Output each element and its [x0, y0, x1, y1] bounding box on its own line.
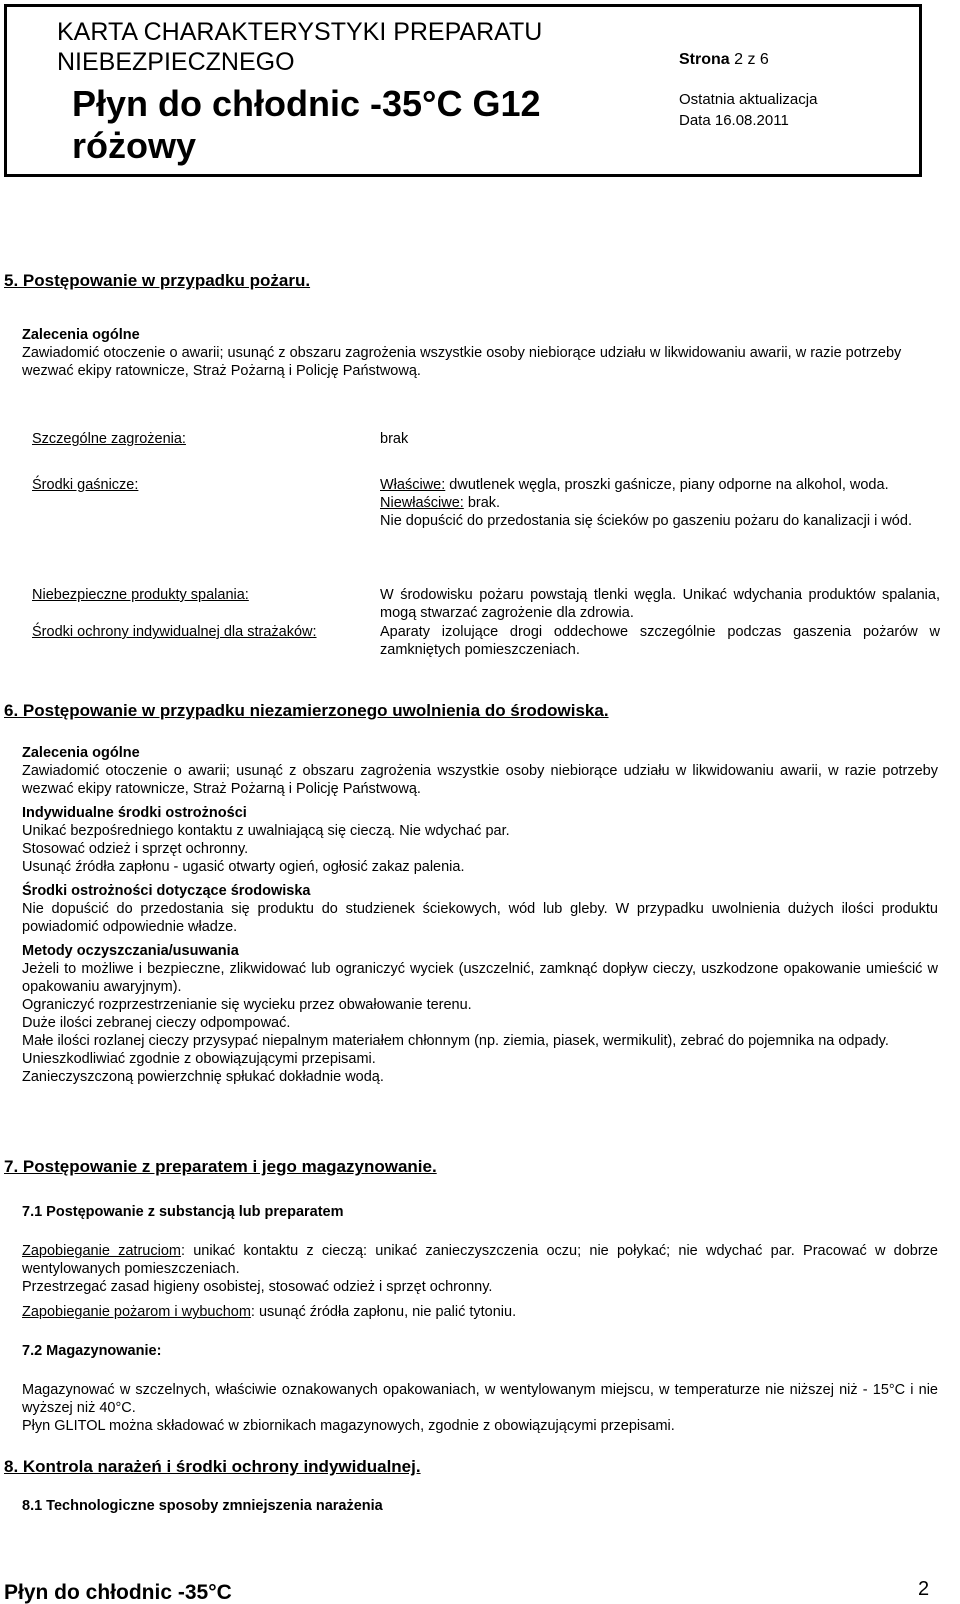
footer-page-number: 2: [918, 1578, 930, 1600]
s6-cleanup-line: Małe ilości rozlanej cieczy przysypać niepalnym materiałem chłonnym (np. ziemia, piasek, wermikulit), zebrać do pojemnika na odpady.: [22, 1033, 889, 1049]
hazards-label: Szczególne zagrożenia:: [32, 431, 186, 447]
s7-storage: [22, 1381, 938, 1435]
section-6-heading: 6. Postępowanie w przypadku niezamierzonego uwolnienia do środowiska.: [4, 701, 609, 720]
s6-personal-title: Indywidualne środki ostrożności: [22, 805, 247, 821]
fire-label: Zapobieganie pożarom i wybuchom: [22, 1304, 251, 1320]
section-7-heading: 7. Postępowanie z preparatem i jego magazynowanie.: [4, 1157, 437, 1176]
s6-personal-line: Stosować odzież i sprzęt ochronny.: [22, 841, 249, 857]
page-label: Strona: [679, 51, 730, 68]
product-name-line1: Płyn do chłodnic -35°C G12: [72, 83, 541, 124]
s7-contamination: [22, 1242, 938, 1321]
s6-cleanup-title: Metody oczyszczania/usuwania: [22, 943, 239, 959]
doc-title-line1: KARTA CHARAKTERYSTYKI PREPARATU: [57, 18, 543, 46]
media-unsuitable-value: brak.: [463, 495, 501, 511]
s6-cleanup-line: Ograniczyć rozprzestrzenianie się wycieku przez obwałowanie terenu.: [22, 997, 472, 1013]
fire-text: : usunąć źródła zapłonu, nie palić tytoniu.: [250, 1304, 517, 1320]
update-label: Ostatnia aktualizacja: [679, 91, 818, 108]
s6-general-text: Zawiadomić otoczenie o awarii; usunąć z obszaru zagrożenia wszystkie osoby niebiorące udziału w likwidowaniu awarii, w razie potrzeby wezwać ekipy ratownicze, Straż Pożarną i Policję Państwową.: [22, 763, 938, 797]
ppe-label: Środki ochrony indywidualnej dla strażaków:: [32, 624, 317, 640]
s6-content: [22, 744, 938, 1086]
section-5-heading: 5. Postępowanie w przypadku pożaru.: [4, 271, 311, 290]
s8-sub1-title: 8.1 Technologiczne sposoby zmniejszenia narażenia: [22, 1498, 383, 1514]
s6-cleanup-line: Duże ilości zebranej cieczy odpompować.: [22, 1015, 291, 1031]
s7-sub1-title: 7.1 Postępowanie z substancją lub preparatem: [22, 1204, 344, 1220]
combustion-label: Niebezpieczne produkty spalania:: [32, 587, 249, 603]
s6-personal-line: Unikać bezpośredniego kontaktu z uwalniającą się cieczą. Nie wdychać par.: [22, 823, 510, 839]
page-value: 2 z 6: [734, 51, 769, 68]
doc-title-line2: NIEBEZPIECZNEGO: [57, 48, 295, 76]
media-note: Nie dopuścić do przedostania się ścieków po gaszeniu pożaru do kanalizacji i wód.: [380, 513, 912, 529]
media-value: [380, 476, 940, 530]
section-8-heading: 8. Kontrola narażeń i środki ochrony indywidualnej.: [4, 1457, 421, 1476]
s5-general-text: Zawiadomić otoczenie o awarii; usunąć z obszaru zagrożenia wszystkie osoby niebiorące udziału w likwidowaniu awarii, w razie potrzeby wezwać ekipy ratownicze, Straż Pożarną i Policję Państwową.: [22, 345, 902, 379]
page-indicator: [679, 51, 769, 69]
product-name-line2: różowy: [72, 125, 197, 166]
storage-text: Magazynować w szczelnych, właściwie oznakowanych opakowaniach, w wentylowanym miejscu, w temperaturze nie niższej niż - 15°C i nie wyższej niż 40°C.: [22, 1382, 938, 1416]
combustion-value: W środowisku pożaru powstają tlenki węgla. Unikać wdychania produktów spalania, mogą stwarzać zagrożenie dla zdrowia.: [380, 587, 940, 621]
storage-text2: Płyn GLITOL można składować w zbiornikach magazynowych, zgodnie z obowiązującymi przepisami.: [22, 1418, 675, 1434]
s7-sub2-title: 7.2 Magazynowanie:: [22, 1343, 162, 1359]
update-date: Data 16.08.2011: [679, 112, 789, 129]
s5-general: [22, 326, 938, 380]
hazards-value: brak: [380, 431, 409, 447]
s6-general-title: Zalecenia ogólne: [22, 745, 140, 761]
contamination-text: : unikać kontaktu z cieczą: unikać zanieczyszczenia oczu; nie połykać; nie wdychać par. Pracować w dobrze wentylowanych pomieszczeniach.: [22, 1243, 938, 1277]
media-unsuitable-label: Niewłaściwe:: [380, 495, 464, 511]
s6-env-title: Środki ostrożności dotyczące środowiska: [22, 883, 311, 899]
media-suitable-label: Właściwe:: [380, 477, 446, 493]
media-suitable-value: dwutlenek węgla, proszki gaśnicze, piany odporne na alkohol, woda.: [445, 477, 889, 493]
s6-cleanup-line: Jeżeli to możliwe i bezpieczne, zlikwidować lub ograniczyć wyciek (uszczelnić, zamknąć dopływ cieczy, uszkodzone opakowanie umieścić w opakowaniu awaryjnym).: [22, 961, 938, 995]
document-header: [4, 4, 922, 177]
hygiene-text: Przestrzegać zasad higieny osobistej, stosować odzież i sprzęt ochronny.: [22, 1279, 493, 1295]
s6-env-text: Nie dopuścić do przedostania się produktu do studzienek ściekowych, wód lub gleby. W przypadku uwolnienia dużych ilości produktu powiadomić odpowiednie władze.: [22, 901, 938, 935]
s5-general-title: Zalecenia ogólne: [22, 327, 140, 343]
media-label: Środki gaśnicze:: [32, 477, 139, 493]
update-info: [679, 89, 817, 131]
contamination-label: Zapobieganie zatruciom: [22, 1243, 181, 1259]
ppe-value: Aparaty izolujące drogi oddechowe szczególnie podczas gaszenia pożarów w zamkniętych pomieszczeniach.: [380, 624, 940, 658]
s6-personal-line: Usunąć źródła zapłonu - ugasić otwarty ogień, ogłosić zakaz palenia.: [22, 859, 465, 875]
s6-cleanup-line: Unieszkodliwiać zgodnie z obowiązującymi przepisami.: [22, 1051, 376, 1067]
s6-cleanup-line: Zanieczyszczoną powierzchnię spłukać dokładnie wodą.: [22, 1069, 384, 1085]
product-name: [72, 83, 541, 167]
footer-product: Płyn do chłodnic -35°C: [4, 1581, 232, 1604]
